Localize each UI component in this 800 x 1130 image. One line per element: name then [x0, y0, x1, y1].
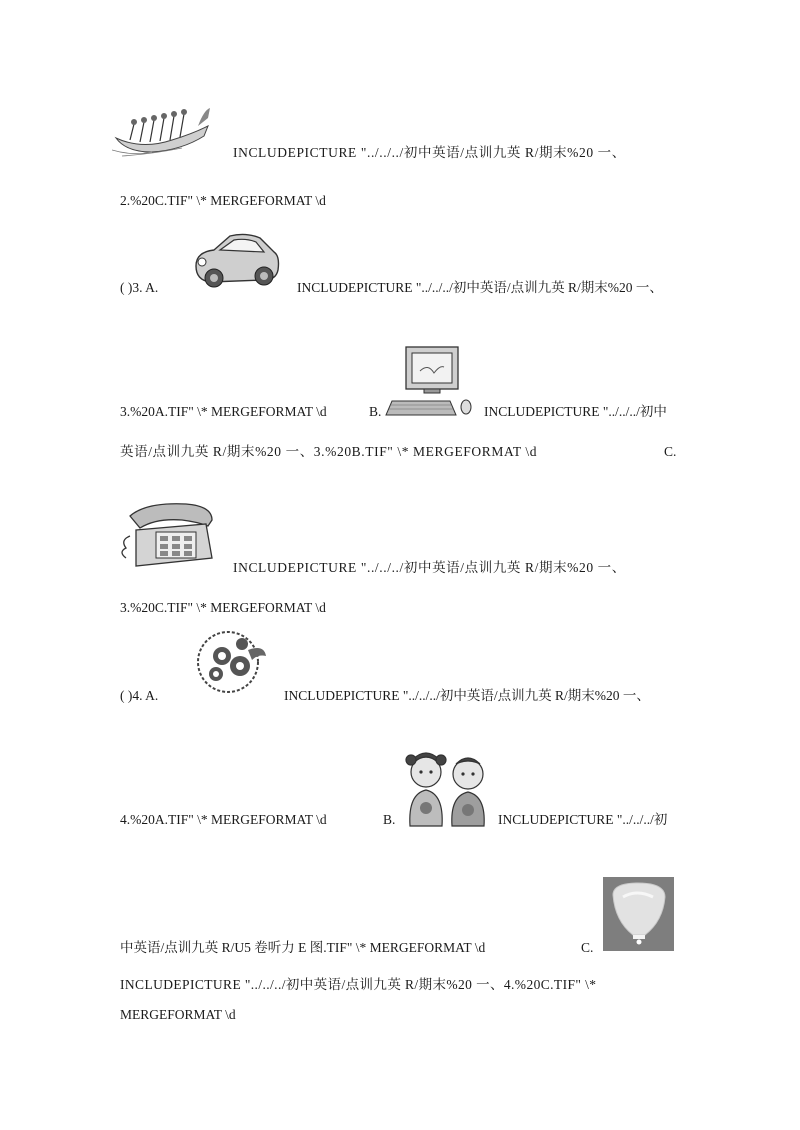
option-c-label: C.	[664, 444, 677, 459]
dragon-boat-image	[112, 100, 212, 158]
question-3-label: ( )3. A.	[120, 280, 159, 295]
option-b-label: B.	[383, 812, 396, 827]
text-line: 4.%20A.TIF" \* MERGEFORMAT \d	[120, 812, 327, 827]
paper-cut-image	[192, 626, 270, 696]
text-line: 3.%20C.TIF" \* MERGEFORMAT \d	[120, 600, 326, 615]
text-line: INCLUDEPICTURE "../../../初	[498, 812, 668, 827]
telephone-image	[116, 500, 218, 572]
text-line: INCLUDEPICTURE "../../../初中	[484, 404, 667, 419]
text-line: 中英语/点训九英 R/U5 卷听力 E 图.TIF" \* MERGEFORMAT \d	[120, 940, 486, 955]
text-line: 2.%20C.TIF" \* MERGEFORMAT \d	[120, 193, 326, 208]
question-4-label: ( )4. A.	[120, 688, 159, 703]
text-line: 3.%20A.TIF" \* MERGEFORMAT \d	[120, 404, 327, 419]
sky-lantern-image	[603, 877, 674, 951]
text-line: INCLUDEPICTURE "../../../初中英语/点训九英 R/期末%20 一、	[284, 688, 650, 703]
text-line: INCLUDEPICTURE "../../../初中英语/点训九英 R/期末%20 一、	[297, 280, 663, 295]
text-line: INCLUDEPICTURE "../../../初中英语/点训九英 R/期末%20 一、	[233, 145, 626, 160]
option-c-label: C.	[581, 940, 594, 955]
car-image	[190, 222, 282, 292]
text-line: INCLUDEPICTURE "../../../初中英语/点训九英 R/期末%20 一、	[233, 560, 626, 575]
text-line: 英语/点训九英 R/期末%20 一、3.%20B.TIF" \* MERGEFORMAT \d	[120, 444, 538, 459]
option-b-label: B.	[369, 404, 382, 419]
lucky-dolls-image	[402, 750, 494, 828]
computer-image	[384, 345, 476, 419]
text-line: MERGEFORMAT \d	[120, 1007, 236, 1022]
text-line: INCLUDEPICTURE "../../../初中英语/点训九英 R/期末%20 一、4.%20C.TIF" \*	[120, 977, 597, 992]
